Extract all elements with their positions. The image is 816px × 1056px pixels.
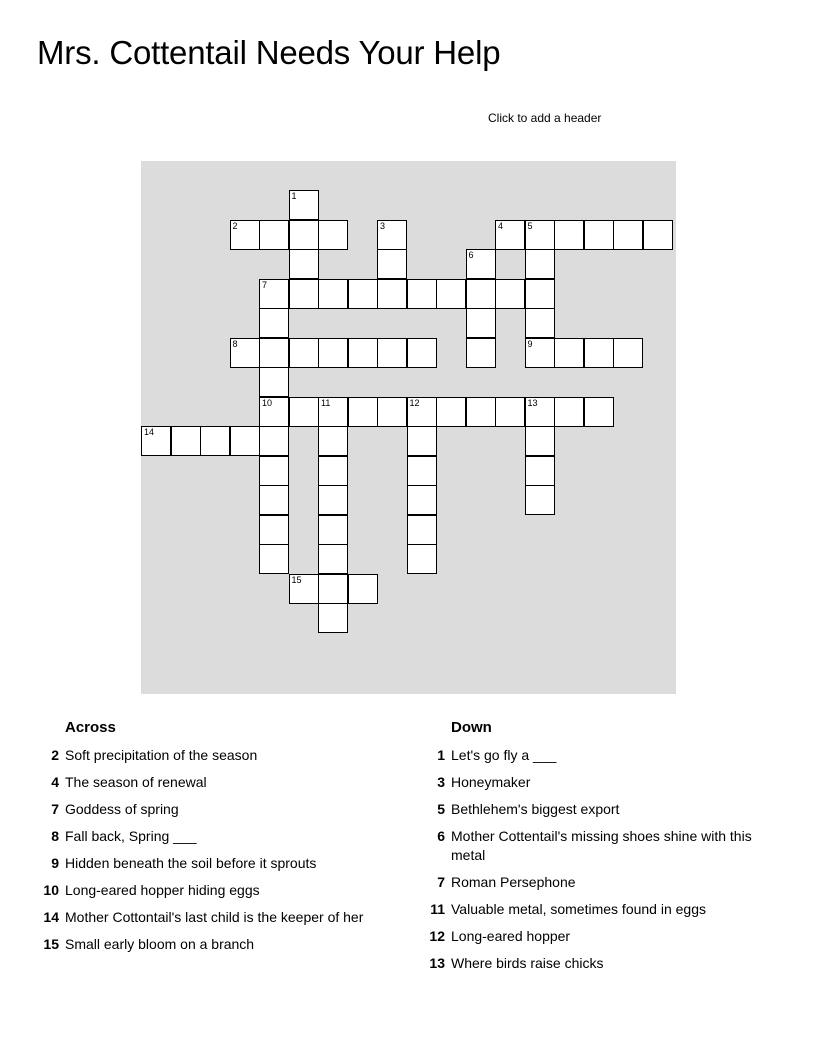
clue-number: 1: [437, 747, 445, 763]
clue-text: Fall back, Spring ___: [65, 828, 197, 844]
grid-cell[interactable]: [436, 279, 466, 309]
grid-cell[interactable]: [525, 426, 555, 456]
clue-number: 5: [437, 801, 445, 817]
header-placeholder[interactable]: Click to add a header: [488, 111, 602, 125]
grid-cell[interactable]: [318, 279, 348, 309]
cell-number: 13: [527, 397, 538, 408]
grid-cell[interactable]: [525, 308, 555, 338]
clue-text: Hidden beneath the soil before it sprouts: [65, 855, 317, 871]
cell-number: 4: [498, 220, 504, 231]
grid-cell[interactable]: [230, 338, 260, 368]
down-clue[interactable]: [423, 927, 773, 946]
down-clues: [423, 719, 773, 981]
grid-cell[interactable]: [495, 220, 525, 250]
grid-cell[interactable]: [466, 338, 496, 368]
grid-cell[interactable]: [377, 397, 407, 427]
grid-cell[interactable]: [495, 397, 525, 427]
clue-text: Where birds raise chicks: [451, 955, 604, 971]
grid-cell[interactable]: [495, 279, 525, 309]
cell-number: 15: [291, 574, 302, 585]
clue-text: Mother Cottentail's missing shoes shine with this metal: [451, 828, 752, 863]
crossword-grid: [141, 161, 676, 694]
clue-number: 6: [437, 828, 445, 844]
grid-cell[interactable]: [643, 220, 673, 250]
grid-cell[interactable]: [318, 485, 348, 515]
grid-cell[interactable]: [318, 544, 348, 574]
grid-cell[interactable]: [525, 249, 555, 279]
cell-number: 1: [291, 191, 297, 201]
grid-cell[interactable]: [407, 456, 437, 486]
grid-cell[interactable]: [318, 574, 348, 604]
clue-text: Goddess of spring: [65, 801, 179, 817]
cell-number: 6: [468, 250, 474, 260]
cell-number: 7: [262, 279, 268, 290]
across-clue[interactable]: [37, 881, 397, 900]
grid-cell[interactable]: [407, 426, 437, 456]
grid-cell[interactable]: [407, 338, 437, 368]
grid-cell[interactable]: [377, 338, 407, 368]
grid-cell[interactable]: [318, 515, 348, 545]
grid-cell[interactable]: [466, 249, 496, 279]
clue-number: 3: [437, 774, 445, 790]
down-clue[interactable]: [423, 746, 773, 765]
clue-number: 11: [430, 901, 445, 917]
grid-cell[interactable]: [554, 397, 584, 427]
grid-cell[interactable]: [259, 279, 289, 309]
across-heading: Across: [65, 719, 116, 736]
grid-cell[interactable]: [407, 515, 437, 545]
cell-number: 2: [232, 220, 238, 231]
cell-number: 9: [527, 338, 533, 349]
across-clue[interactable]: [37, 854, 397, 873]
clue-number: 13: [429, 955, 445, 971]
across-clues: [37, 719, 397, 962]
clue-text: Valuable metal, sometimes found in eggs: [451, 901, 706, 917]
down-clue[interactable]: [423, 773, 773, 792]
grid-cell[interactable]: [466, 397, 496, 427]
grid-cell[interactable]: [377, 279, 407, 309]
cell-number: 8: [232, 338, 238, 349]
grid-cell[interactable]: [289, 190, 319, 220]
clue-text: Long-eared hopper: [451, 928, 571, 944]
clue-number: 7: [437, 874, 445, 890]
grid-cell[interactable]: [289, 249, 319, 279]
grid-cell[interactable]: [525, 220, 555, 250]
grid-cell[interactable]: [466, 308, 496, 338]
grid-cell[interactable]: [200, 426, 230, 456]
grid-cell[interactable]: [377, 220, 407, 250]
grid-cell[interactable]: [230, 220, 260, 250]
grid-cell[interactable]: [348, 279, 378, 309]
grid-cell[interactable]: [289, 279, 319, 309]
grid-cell[interactable]: [259, 515, 289, 545]
cell-number: 10: [262, 397, 273, 408]
across-clue[interactable]: [37, 800, 397, 819]
grid-cell[interactable]: [259, 456, 289, 486]
grid-cell[interactable]: [289, 397, 319, 427]
clue-text: Let's go fly a ___: [451, 747, 557, 763]
grid-cell[interactable]: [259, 426, 289, 456]
down-clue[interactable]: [423, 873, 773, 892]
cell-number: 5: [527, 220, 533, 231]
grid-cell[interactable]: [348, 574, 378, 604]
clue-number: 9: [51, 855, 59, 871]
grid-cell[interactable]: [318, 456, 348, 486]
grid-cell[interactable]: [318, 220, 348, 250]
grid-cell[interactable]: [584, 220, 614, 250]
down-clue[interactable]: [423, 827, 773, 865]
cell-number: 11: [321, 397, 331, 408]
clue-number: 14: [43, 909, 59, 925]
grid-cell[interactable]: [466, 279, 496, 309]
grid-cell[interactable]: [348, 338, 378, 368]
grid-cell[interactable]: [525, 456, 555, 486]
grid-cell[interactable]: [348, 397, 378, 427]
clue-text: Bethlehem's biggest export: [451, 801, 620, 817]
down-clue[interactable]: [423, 954, 773, 973]
clue-text: Long-eared hopper hiding eggs: [65, 882, 260, 898]
grid-cell[interactable]: [525, 397, 555, 427]
page-title: Mrs. Cottentail Needs Your Help: [37, 34, 501, 71]
grid-cell[interactable]: [141, 426, 171, 456]
grid-cell[interactable]: [525, 279, 555, 309]
grid-cell[interactable]: [525, 485, 555, 515]
grid-cell[interactable]: [613, 220, 643, 250]
cell-number: 3: [380, 220, 386, 231]
grid-cell[interactable]: [259, 220, 289, 250]
grid-cell[interactable]: [259, 367, 289, 397]
grid-cell[interactable]: [554, 220, 584, 250]
grid-cell[interactable]: [289, 574, 319, 604]
clue-text: Roman Persephone: [451, 874, 576, 890]
clue-number: 2: [51, 747, 59, 763]
clue-number: 8: [51, 828, 59, 844]
grid-cell[interactable]: [377, 249, 407, 279]
clue-number: 10: [43, 882, 59, 898]
grid-cell[interactable]: [525, 338, 555, 368]
grid-cell[interactable]: [584, 397, 614, 427]
across-clue[interactable]: [37, 935, 397, 954]
clue-text: Mother Cottontail's last child is the keeper of her: [65, 909, 364, 925]
grid-cell[interactable]: [171, 426, 201, 456]
grid-cell[interactable]: [318, 603, 348, 633]
grid-cell[interactable]: [318, 338, 348, 368]
down-clue[interactable]: [423, 900, 773, 919]
grid-cell[interactable]: [613, 338, 643, 368]
clue-number: 7: [51, 801, 59, 817]
grid-cell[interactable]: [289, 338, 319, 368]
grid-cell[interactable]: [318, 397, 348, 427]
clue-text: Honeymaker: [451, 774, 531, 790]
grid-cell[interactable]: [259, 338, 289, 368]
grid-cell[interactable]: [230, 426, 260, 456]
clue-number: 4: [51, 774, 59, 790]
grid-cell[interactable]: [554, 338, 584, 368]
across-clue[interactable]: [37, 746, 397, 765]
across-clue[interactable]: [37, 773, 397, 792]
grid-cell[interactable]: [318, 426, 348, 456]
grid-cell[interactable]: [407, 397, 437, 427]
grid-cell[interactable]: [259, 485, 289, 515]
across-clue[interactable]: [37, 827, 397, 846]
grid-cell[interactable]: [259, 308, 289, 338]
clue-text: Small early bloom on a branch: [65, 936, 255, 952]
grid-cell[interactable]: [259, 544, 289, 574]
grid-cell[interactable]: [289, 220, 319, 250]
down-heading: Down: [451, 719, 492, 736]
down-clue[interactable]: [423, 800, 773, 819]
clue-number: 15: [43, 936, 59, 952]
grid-cell[interactable]: [407, 279, 437, 309]
across-clue[interactable]: [37, 908, 397, 927]
grid-cell[interactable]: [407, 485, 437, 515]
clue-text: Soft precipitation of the season: [65, 747, 258, 763]
grid-cell[interactable]: [436, 397, 466, 427]
cell-number: 12: [409, 397, 420, 408]
grid-cell[interactable]: [407, 544, 437, 574]
grid-cell[interactable]: [259, 397, 289, 427]
clue-text: The season of renewal: [65, 774, 207, 790]
cell-number: 14: [144, 427, 155, 437]
clue-number: 12: [429, 928, 445, 944]
grid-cell[interactable]: [584, 338, 614, 368]
